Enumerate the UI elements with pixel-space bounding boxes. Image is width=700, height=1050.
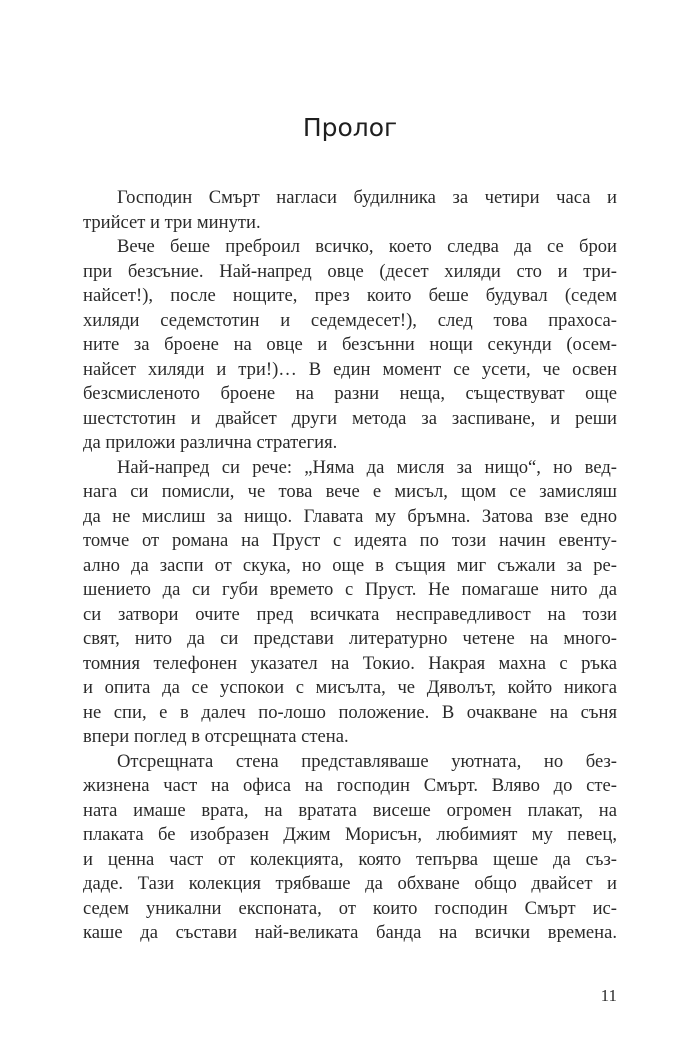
text-line: найсет!), после нощите, през които беше будувал (седем [83,285,617,306]
text-line: впери поглед в отсрещната стена. [83,726,349,747]
text-line: ално да заспи от скука, но още в същия миг съжали за ре- [83,554,617,576]
text-line: Господин Смърт нагласи будилника за четири часа и [117,187,617,208]
text-line: даде. Тази колекция трябваше да обхване общо двайсет и [83,873,617,894]
text-line: да не мислиш за нищо. Главата му бръмна. Затова взе едно [83,505,617,527]
text-line: свят, нито да си представи литературно четене на много- [83,628,617,649]
text-line: и ценна част от колекцията, която тепърва щеше да съз- [83,848,617,870]
text-line: плаката бе изобразен Джим Морисън, любимият му певец, [83,824,617,845]
text-line: томния телефонен указател на Токио. Накрая махна с ръка [83,652,617,674]
text-line: каше да състави най-великата банда на всички времена. [83,922,617,943]
text-line: си затвори очите пред всичката несправедливост на този [83,603,617,625]
text-line: и опита да се успокои с мисълта, че Дяволът, който никога [83,677,617,698]
paragraph [83,750,617,946]
text-line: не спи, е в далеч по-лошо положение. В очакване на съня [83,701,617,723]
text-line: хиляди седемстотин и седемдесет!), след това прахоса- [83,309,617,331]
text-line: Вече беше преброил всичко, което следва да се брои [117,236,617,257]
paragraph [83,456,617,750]
text-line: Най-напред си рече: „Няма да мисля за нищо“, но вед- [117,456,617,478]
text-line: ните за броене на овце и безсънни нощи секунди (осем- [83,334,617,355]
text-line: нага си помисли, че това вече е мисъл, щом се замисляш [83,481,617,502]
text-line: томче от романа на Пруст с идеята по този начин евенту- [83,530,617,551]
paragraph [83,186,617,235]
text-line: шестстотин и двайсет други метода за заспиване, и реши [83,407,617,429]
text-line: трийсет и три минути. [83,211,261,233]
body-text [83,186,617,946]
text-line: Отсрещната стена представляваше уютната, но без- [117,750,617,772]
text-line: шението да си губи времето с Пруст. Не помагаше нито да [83,579,617,600]
text-line: да приложи различна стратегия. [83,432,338,453]
text-line: ната имаше врата, на вратата висеше огромен плакат, на [83,799,617,821]
page-number: 11 [600,986,617,1005]
chapter-title: Пролог [302,113,398,142]
text-line: жизнена част на офиса на господин Смърт. Вляво до сте- [83,775,617,796]
text-line: седем уникални експоната, от които господин Смърт ис- [83,897,617,919]
text-line: найсет хиляди и три!)… В един момент се усети, че освен [83,358,617,380]
text-line: безсмисленото броене на разни неща, съществуват още [83,383,617,404]
paragraph [83,235,617,456]
text-line: при безсъние. Най-напред овце (десет хиляди сто и три- [83,260,617,282]
